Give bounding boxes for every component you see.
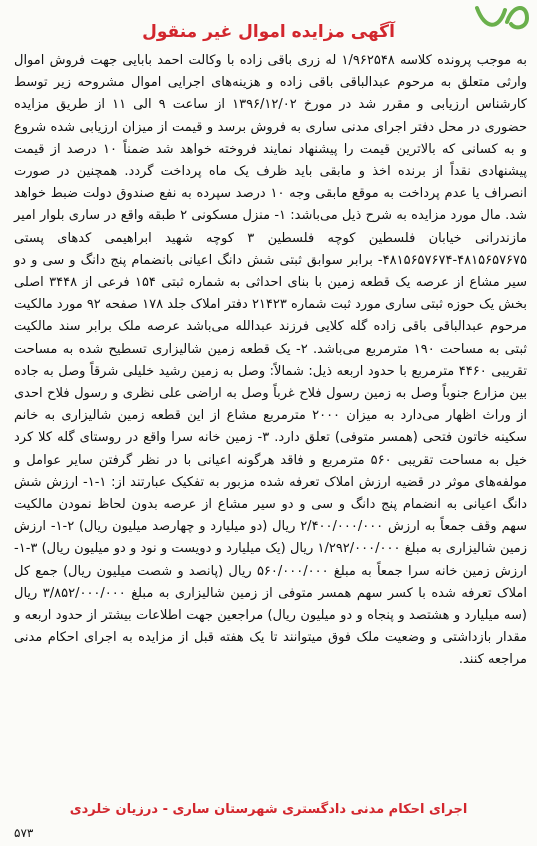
page-number: ۵۷۳ [14, 826, 34, 840]
notice-body-text: به موجب پرونده کلاسه ۱/۹۶۲۵۴۸ له زری باقی زاده با وکالت احمد بابایی جهت فروش اموال وارثی متعلق به مرحوم عبدالباقی باقی زاده و هزینه‌های اجرایی اموال مشروحه زیر توسط کارشناس ارزیابی و مقرر شد در مورخ ۱۳۹۶/۱۲/۰۲ از ساعت ۹ الی ۱۱ از طریق مزایده حضوری در محل دفتر اجرای مدنی ساری به فروش برسد و قیمت از میزان ارزیابی شده شروع و به کسانی که بالاترین قیمت را پیشنهاد نمایند فروخته خواهد شد ضمناً ۱۰ درصد از قیمت پیشنهادی نقداً از برنده اخذ و مابقی باید ظرف یک ماه پرداخت گردد. همچنین در صورت انصراف یا عدم پرداخت به موقع مابقی وجه ۱۰ درصد سپرده به نفع صندوق دولت ضبط خواهد شد. مال مورد مزایده به شرح ذیل می‌باشد: ۱- منزل مسکونی ۲ طبقه واقع در ساری بلوار امیر مازندرانی خیابان فلسطین کوچه فلسطین ۳ کوچه شهید ابراهیمی کدهای پستی ۴۸۱۵۶۵۷۶۷۵-۴۸۱۵۶۵۷۶۷۴- برابر سوابق ثبتی شش دانگ اعیانی بانضمام پنج دانگ و سی و دو سیر مشاع از عرصه یک قطعه زمین با بنای احداثی به شماره ثبتی ۱۵۴ فرعی از ۳۴۴۸ اصلی بخش یک حوزه ثبتی ساری مورد ثبت شماره ۲۱۴۲۳ دفتر املاک جلد ۱۷۸ صفحه ۹۲ مورد مالکیت مرحوم عبدالباقی باقی زاده گله کلایی فرزند عبدالله می‌باشد عرصه ملک برابر سند مالکیت ثبتی به مساحت ۱۹۰ مترمربع می‌باشد. ۲- یک قطعه زمین شالیزاری تسطیح شده به مساحت تقریبی ۴۴۶۰ مترمربع با حدود اربعه ذیل: شمالاً: وصل به زمین رشید خلیلی شرقاً وصل به جاده بین مزارع جنوباً وصل به زمین رسول فلاح غرباً وصل به اراضی علی نظری و رسول فلاح احدی از وراث اظهار می‌دارد به میزان ۲۰۰۰ مترمربع مشاع از این قطعه زمین شالیزاری به خانم سکینه خاتون فتحی (همسر متوفی) تعلق دارد. ۳- زمین خانه سرا واقع در روستای گله کلا کرد خیل به مساحت تقریبی ۵۶۰ مترمربع و فاقد هرگونه اعیانی با در نظر گرفتن سایر عوامل و مولفه‌های موثر در قضیه ارزش املاک تعرفه شده مزبور به تفکیک عبارتند از: ۱-۱- ارزش شش دانگ اعیانی به انضمام پنج دانگ و سی و دو سیر مشاع از عرصه بدون لحاظ نمودن مالکیت سهم وقف جمعاً به ارزش ۲/۴۰۰/۰۰۰/۰۰۰ ریال (دو میلیارد و چهارصد میلیون ریال) ۲-۱- ارزش زمین شالیزاری به مبلغ ۱/۲۹۲/۰۰۰/۰۰۰ ریال (یک میلیارد و دویست و نود و دو میلیون ریال) ۳-۱- ارزش زمین خانه سرا جمعاً به مبلغ ۵۶۰/۰۰۰/۰۰۰ ریال (پانصد و شصت میلیون ریال) جمع کل املاک تعرفه شده با کسر سهم همسر متوفی از زمین شالیزاری به مبلغ ۳/۸۵۲/۰۰۰/۰۰۰ ریال (سه میلیارد و هشتصد و پنجاه و دو میلیون ریال) مراجعین جهت اطلاعات بیشتر از حدود اربعه و مقدار بازداشتی و وضعیت ملک فوق میتوانند تا یک هفته قبل از مزایده به اجرای احکام مدنی مراجعه کنند. [14, 53, 528, 668]
issuer-signature: اجرای احکام مدنی دادگستری شهرستان ساری - درزیان خلردی [69, 802, 468, 817]
notice-title: آگهی مزایده اموال غیر منقول [142, 22, 395, 42]
